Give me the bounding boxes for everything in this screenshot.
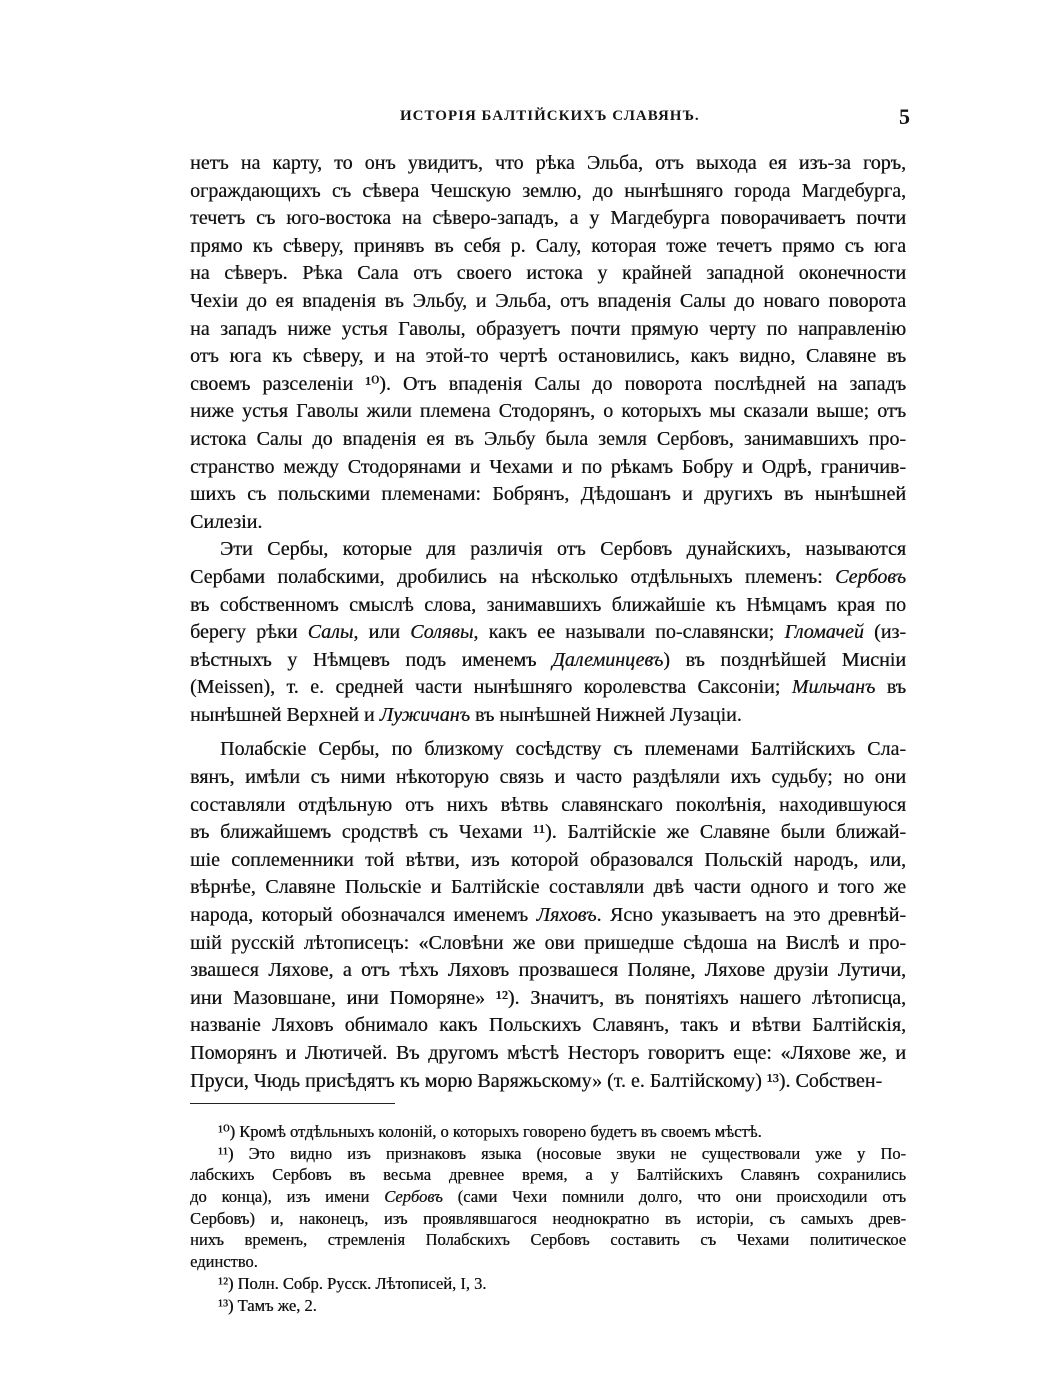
italic-term: Салы [307, 621, 354, 644]
text-line [190, 1164, 906, 1186]
text-line [190, 288, 906, 316]
text-segment: народа, который обозначался именемъ [190, 904, 537, 927]
text-line [190, 1012, 906, 1040]
text-segment: на сѣверъ. Рѣка Сала отъ своего истока у крайней западной оконечности [190, 262, 906, 285]
text-segment: лабскихъ Сербовъ въ весьма древнее время, а у Балтійскихъ Славянъ сохранились [190, 1165, 906, 1185]
text-segment: ¹³) Тамъ же, 2. [218, 1295, 317, 1315]
text-segment: нынѣшней Верхней и [190, 703, 380, 726]
text-segment: ниже устья Гаволы жили племена Стодорянъ, о которыхъ мы сказали выше; отъ [190, 400, 906, 423]
text-segment: Силезіи. [190, 510, 263, 533]
paragraph [190, 736, 906, 1095]
text-line [190, 736, 906, 764]
text-line [190, 1143, 906, 1165]
text-segment: вѣстныхъ у Нѣмцевъ подъ именемъ [190, 648, 553, 671]
text-segment: истока Салы до впаденія ея въ Эльбу была земля Сербовъ, занимавшихъ про- [190, 427, 906, 450]
text-line [190, 874, 906, 902]
running-title: ИСТОРІЯ БАЛТІЙСКИХЪ СЛАВЯНЪ. [400, 108, 700, 124]
text-segment: странство между Стодорянами и Чехами и по рѣкамъ Бобру и Одрѣ, граничив- [190, 455, 906, 478]
footnote [190, 1143, 906, 1273]
text-segment: берегу рѣки [190, 621, 308, 644]
text-segment: шіе соплеменники той вѣтви, изъ которой образовался Польскій народъ, или, [190, 848, 906, 871]
text-line [190, 205, 906, 233]
text-line [190, 674, 906, 702]
text-line [190, 398, 906, 426]
text-line [190, 702, 906, 730]
italic-term: Мильчанъ [791, 676, 876, 699]
text-segment: въ [875, 676, 906, 699]
text-line [190, 1295, 906, 1317]
text-line [190, 316, 906, 344]
text-line [190, 902, 906, 930]
text-line [190, 371, 906, 399]
text-segment: своемъ разселеніи ¹⁰). Отъ впаденія Салы до поворота послѣдней на западъ [190, 372, 906, 395]
text-segment: на западъ ниже устья Гаволы, образуетъ почти прямую черту по направленію [190, 317, 906, 340]
text-line [190, 792, 906, 820]
text-line [190, 1273, 906, 1295]
text-segment: (из- [863, 621, 906, 644]
text-segment: ¹¹) Это видно изъ признаковъ языка (носовые звуки не существовали уже у По- [218, 1143, 906, 1163]
text-line [190, 150, 906, 178]
italic-term: Далеминцевъ [552, 648, 664, 671]
text-segment: въ собственномъ смыслѣ слова, занимавшихъ ближайшіе къ Нѣмцамъ края по [190, 593, 906, 616]
text-line [190, 764, 906, 792]
text-segment: нетъ на карту, то онъ увидитъ, что рѣка Эльба, отъ выхода ея изъ-за горъ, [190, 152, 906, 174]
text-segment: въ ближайшемъ сродствѣ съ Чехами ¹¹). Балтійскіе же Славяне были ближай- [190, 821, 906, 844]
footnotes [190, 1121, 906, 1316]
italic-term: Сербовъ [384, 1187, 443, 1207]
text-segment: . Ясно указываетъ на это древнѣй- [596, 904, 906, 927]
text-line [190, 233, 906, 261]
text-line [190, 178, 906, 206]
text-line [190, 1040, 906, 1068]
text-segment: течетъ съ юго-востока на сѣверо-западъ, а у Магдебурга поворачиваетъ почти [190, 207, 906, 230]
text-segment: (Meissen), т. е. средней части нынѣшняго королевства Саксоніи; [190, 676, 792, 699]
footnote [190, 1273, 906, 1295]
text-segment: названіе Ляховъ обнимало какъ Польскихъ Славянъ, такъ и вѣтви Балтійскія, [190, 1014, 906, 1037]
text-segment: , какъ ее называли по-славянски; [473, 621, 785, 644]
text-segment: вянъ, имѣли съ ними нѣкоторую связь и часто раздѣляли ихъ судьбу; но они [190, 766, 906, 789]
running-header [190, 106, 910, 132]
text-line [190, 930, 906, 958]
footnote-divider [190, 1103, 395, 1104]
text-segment: шихъ съ польскими племенами: Бобрянъ, Дѣдошанъ и другихъ въ нынѣшней [190, 483, 906, 506]
paragraph [190, 536, 906, 729]
text-segment: звашеся Ляхове, а отъ тѣхъ Ляховъ прозвашеся Поляне, Ляхове друзіи Лутичи, [190, 959, 906, 982]
text-segment: вѣрнѣе, Славяне Польскіе и Балтійскіе составляли двѣ части одного и того же [190, 876, 906, 899]
text-segment: шій русскій лѣтописецъ: «Словѣни же ови пришедше сѣдоша на Вислѣ и про- [190, 931, 906, 954]
text-segment: нихъ временъ, стремленія Полабскихъ Сербовъ составить съ Чехами политическое [190, 1230, 906, 1250]
text-segment: въ нынѣшней Нижней Лузаціи. [469, 703, 742, 726]
text-segment: Поморянъ и Лютичей. Въ другомъ мѣстѣ Несторъ говоритъ еще: «Ляхове же, и [190, 1042, 906, 1064]
text-line [190, 343, 906, 371]
page-number: 5 [899, 104, 910, 129]
text-line [190, 426, 906, 454]
text-segment: отъ юга къ сѣверу, и на этой-то чертѣ остановились, какъ видно, Славяне въ [190, 345, 906, 368]
text-line [190, 564, 906, 592]
text-line [190, 819, 906, 847]
italic-term: Сербовъ [835, 565, 906, 588]
text-segment: , или [353, 621, 411, 644]
text-segment: Сербовъ) и, наконецъ, изъ проявлявшагося неоднократно въ исторіи, съ самыхъ древ- [190, 1208, 906, 1228]
text-line [190, 1186, 906, 1208]
text-line [190, 1121, 906, 1143]
italic-term: Солявы [410, 621, 474, 644]
text-line [190, 1229, 906, 1251]
text-line [190, 592, 906, 620]
paragraph [190, 150, 906, 536]
text-segment: Сербами полабскими, дробились на нѣсколько отдѣльныхъ племенъ: [190, 565, 836, 588]
footnote [190, 1295, 906, 1317]
text-line [190, 481, 906, 509]
text-segment: прямо къ сѣверу, принявъ въ себя р. Салу, которая тоже течетъ прямо съ юга [190, 234, 906, 257]
text-segment: ¹²) Полн. Собр. Русск. Лѣтописей, I, 3. [218, 1273, 487, 1293]
italic-term: Лужичанъ [379, 703, 470, 726]
text-line [190, 536, 906, 564]
text-segment: ини Мазовшане, ини Поморяне» ¹²). Значитъ, въ понятіяхъ нашего лѣтописца, [190, 986, 906, 1009]
text-line [190, 509, 906, 537]
main-text [190, 150, 906, 1095]
text-line [190, 619, 906, 647]
text-segment: ¹⁰) Кромѣ отдѣльныхъ колоній, о которыхъ говорено будетъ въ своемъ мѣстѣ. [218, 1122, 762, 1141]
text-line [190, 847, 906, 875]
text-line [190, 260, 906, 288]
text-segment: составляли отдѣльную отъ нихъ вѣтвь славянскаго поколѣнія, находившуюся [190, 793, 906, 816]
text-line [190, 985, 906, 1013]
text-segment: Полабскіе Сербы, по близкому сосѣдству съ племенами Балтійскихъ Сла- [220, 738, 906, 761]
text-line [190, 1068, 906, 1096]
text-segment: (сами Чехи помнили долго, что они происходили отъ [442, 1187, 907, 1207]
text-segment: до конца), изъ имени [190, 1187, 385, 1207]
text-segment: ) въ позднѣйшей Мисніи [663, 648, 906, 671]
footnote [190, 1121, 906, 1143]
text-segment: единство. [190, 1252, 258, 1272]
text-line [190, 1251, 906, 1273]
text-line [190, 647, 906, 675]
text-segment: Пруси, Чюдь присѣдятъ къ морю Варяжьскому» (т. е. Балтійскому) ¹³). Собствен- [190, 1069, 883, 1092]
italic-term: Гломачей [784, 621, 864, 644]
text-line [190, 1208, 906, 1230]
text-line [190, 957, 906, 985]
text-segment: Чехіи до ея впаденія въ Эльбу, и Эльба, отъ впаденія Салы до новаго поворота [190, 289, 906, 312]
text-segment: Эти Сербы, которые для различія отъ Сербовъ дунайскихъ, называются [220, 538, 906, 561]
text-line [190, 454, 906, 482]
text-segment: ограждающихъ съ сѣвера Чешскую землю, до нынѣшняго города Магдебурга, [190, 179, 906, 202]
italic-term: Ляховъ [536, 904, 597, 927]
